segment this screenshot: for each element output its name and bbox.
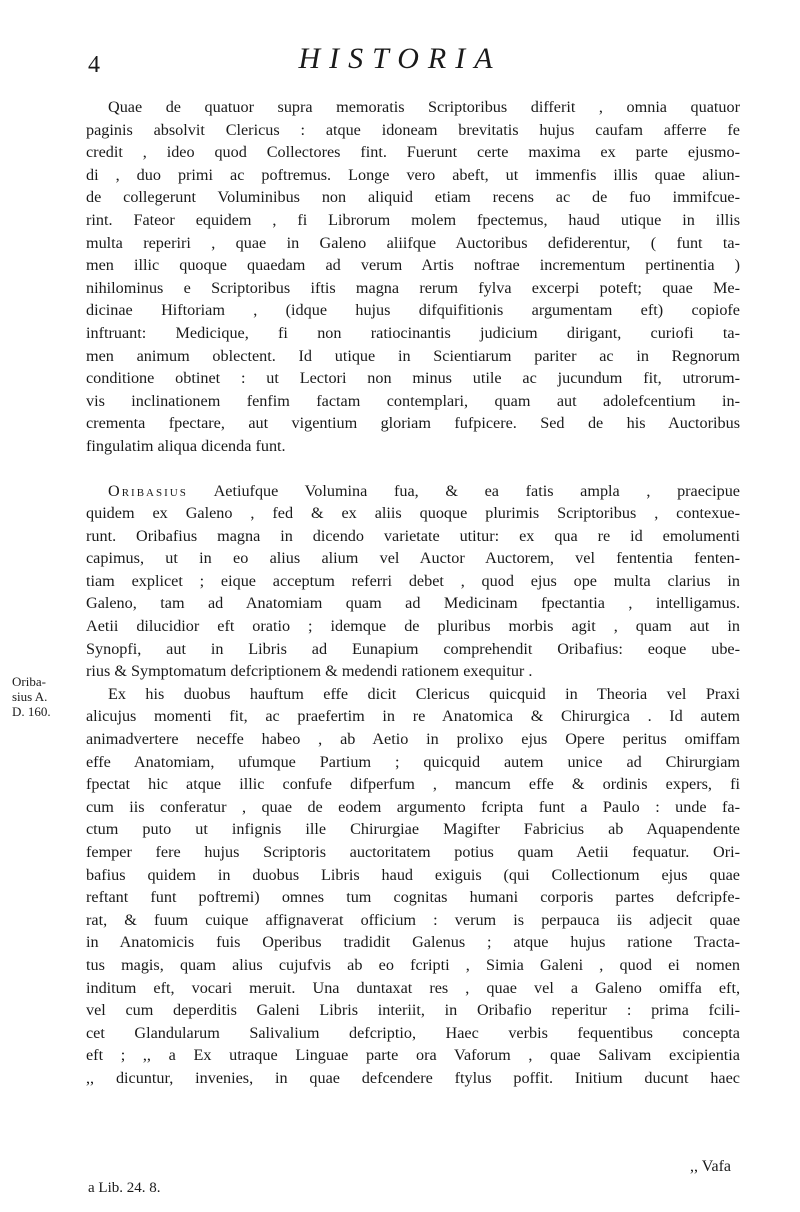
text-line: inftruant: Medicique, fi non ratiocinantis judicium dirigant, curiofi ta-: [86, 323, 740, 342]
margin-note-line: sius A.: [12, 689, 48, 704]
text-line: runt. Oribafius magna in dicendo varietate utitur: ex qua re id emolumenti: [86, 526, 740, 545]
text-line: effe Anatomiam, ufumque Partium ; quicquid autem unice ad Chirurgiam: [86, 752, 740, 771]
text-line: reftant funt poftremi) omnes tum cognitas humani corporis partes defcripfe-: [86, 888, 740, 907]
text-line: ctum puto ut infignis ille Chirurgiae Magifter Fabricius ab Aquapendente: [86, 820, 740, 839]
margin-note-line: Oriba-: [12, 674, 46, 689]
text-line: vel cum deperditis Galeni Libris interiit, in Oribafio reperitur : prima fcili-: [86, 1001, 740, 1020]
text-line: tus magis, quam alius cujufvis ab eo fcripti , Simia Galeni , quod ei nomen: [86, 955, 740, 974]
text-line: de collegerunt Voluminibus non aliquid etiam recens ac de fuo immifcue-: [86, 188, 740, 207]
text-line: alicujus momenti fit, ac praefertim in re Anatomica & Chirurgica . Id autem: [86, 707, 740, 726]
text-line: rat, & fuum cuique affignaverat officium : verum is perpauca iis adjecit quae: [86, 910, 740, 929]
text-run: Aetiufque Volumina fua, & ea fatis ampla , praecipue: [213, 481, 740, 500]
text-line: tiam explicet ; eique acceptum referri debet , quod ejus ope multa clarius in: [86, 571, 740, 590]
text-line: vis inclinationem fenfim factam contemplari, quam aut adolefcentium in-: [86, 391, 740, 410]
text-line: ,, dicuntur, invenies, in quae defcendere ftylus poffit. Initium ducunt haec: [86, 1068, 740, 1087]
text-line: dicinae Hiftoriam , (idque hujus difquifitionis argumentam eft) copiofe: [86, 301, 740, 320]
text-line: Ex his duobus hauftum effe dicit Clericus quicquid in Theoria vel Praxi: [108, 684, 740, 703]
text-line: capimus, ut in eo alius alium vel Auctor Auctorem, vel fententia fenten-: [86, 549, 740, 568]
text-line: inditum eft, vocari meruit. Una duntaxat res , quae vel a Galeno omiffa eft,: [86, 978, 740, 997]
page-number: 4: [88, 52, 100, 78]
text-line: rius & Symptomatum defcriptionem & medendi rationem exequitur .: [86, 662, 533, 681]
paragraph-1: [86, 96, 740, 458]
paragraph-gap: [86, 458, 740, 480]
margin-note-line: D. 160.: [12, 704, 51, 719]
footnote: a Lib. 24. 8.: [88, 1180, 161, 1196]
text-line: fingulatim aliqua dicenda funt.: [86, 436, 286, 455]
text-line: femper fere hujus Scriptoris auctoritatem potius quam Aetii fequatur. Ori-: [86, 843, 740, 861]
lead-word: Oribasius: [108, 481, 188, 500]
text-line: crementa fpectare, aut vigentium gloriam fufpicere. Sed de his Auctoribus: [86, 414, 740, 433]
paragraph-3: [86, 683, 740, 1090]
paragraph-2: [86, 480, 740, 683]
text-line: multa reperiri , quae in Galeno aliifque Auctoribus defiderentur, ( funt ta-: [86, 233, 740, 252]
text-line: nihilominus e Scriptoribus iftis magna rerum fylva excerpi poteft; quae Me-: [86, 278, 740, 297]
text-line: bafius quidem in duobus Libris haud exiguis (qui Collectionum ejus quae: [86, 865, 740, 884]
text-line: Quae de quatuor supra memoratis Scriptoribus differit , omnia quatuor: [108, 98, 740, 116]
text-line: Galeno, tam ad Anatomiam quam ad Medicinam fpectantia , intelligamus.: [86, 594, 740, 613]
text-line: animadvertere neceffe habeo , ab Aetio in prolixo ejus Opere peritus omiffam: [86, 730, 740, 749]
text-line: quidem ex Galeno , fed & ex aliis quoque plurimis Scriptoribus , contexue-: [86, 504, 740, 523]
body-text: [86, 96, 740, 1090]
text-line: cet Glandularum Salivalium defcriptio, Haec verbis fequentibus concepta: [86, 1023, 740, 1042]
text-line: in Anatomicis fuis Operibus tradidit Galenus ; atque hujus ratione Tracta-: [86, 933, 740, 952]
text-line: credit , ideo quod Collectores fint. Fuerunt certe maxima ex parte ejusmo-: [86, 143, 740, 162]
text-line: men animum oblectent. Id utique in Scientiarum pariter ac in Regnorum: [86, 346, 740, 365]
text-line: di , duo primi ac poftremus. Longe vero abeft, ut immenfis illis quae aliun-: [86, 165, 740, 184]
text-line: [86, 480, 740, 503]
text-line: men illic quoque quaedam ad verum Artis noftrae incrementum pertinentia ): [86, 256, 740, 275]
text-line: fpectat hic atque illic confufe difperfum , mancum effe & ordinis expers, fi: [86, 775, 740, 794]
text-line: conditione obtinet : ut Lectori non minus utile ac jucundum fit, utrorum-: [86, 369, 740, 388]
text-line: eft ; ,, a Ex utraque Linguae parte ora Vaforum , quae Salivam excipientia: [86, 1046, 740, 1065]
running-title: HISTORIA: [298, 42, 502, 75]
text-line: rint. Fateor equidem , fi Librorum molem fpectemus, haud utique in illis: [86, 210, 740, 229]
catchword: ,, Vafa: [690, 1158, 732, 1175]
margin-note: [12, 674, 92, 719]
text-line: cum iis conferatur , quae de eodem argumento fcripta funt a Paulo : unde fa-: [86, 797, 740, 816]
text-line: Aetii dilucidior eft oratio ; idemque de pluribus morbis agit , quam aut in: [86, 617, 740, 636]
text-line: paginis absolvit Clericus : atque idoneam brevitatis hujus caufam afferre fe: [86, 120, 740, 139]
text-line: Synopfi, aut in Libris ad Eunapium comprehendit Oribafius: eoque ube-: [86, 639, 740, 658]
